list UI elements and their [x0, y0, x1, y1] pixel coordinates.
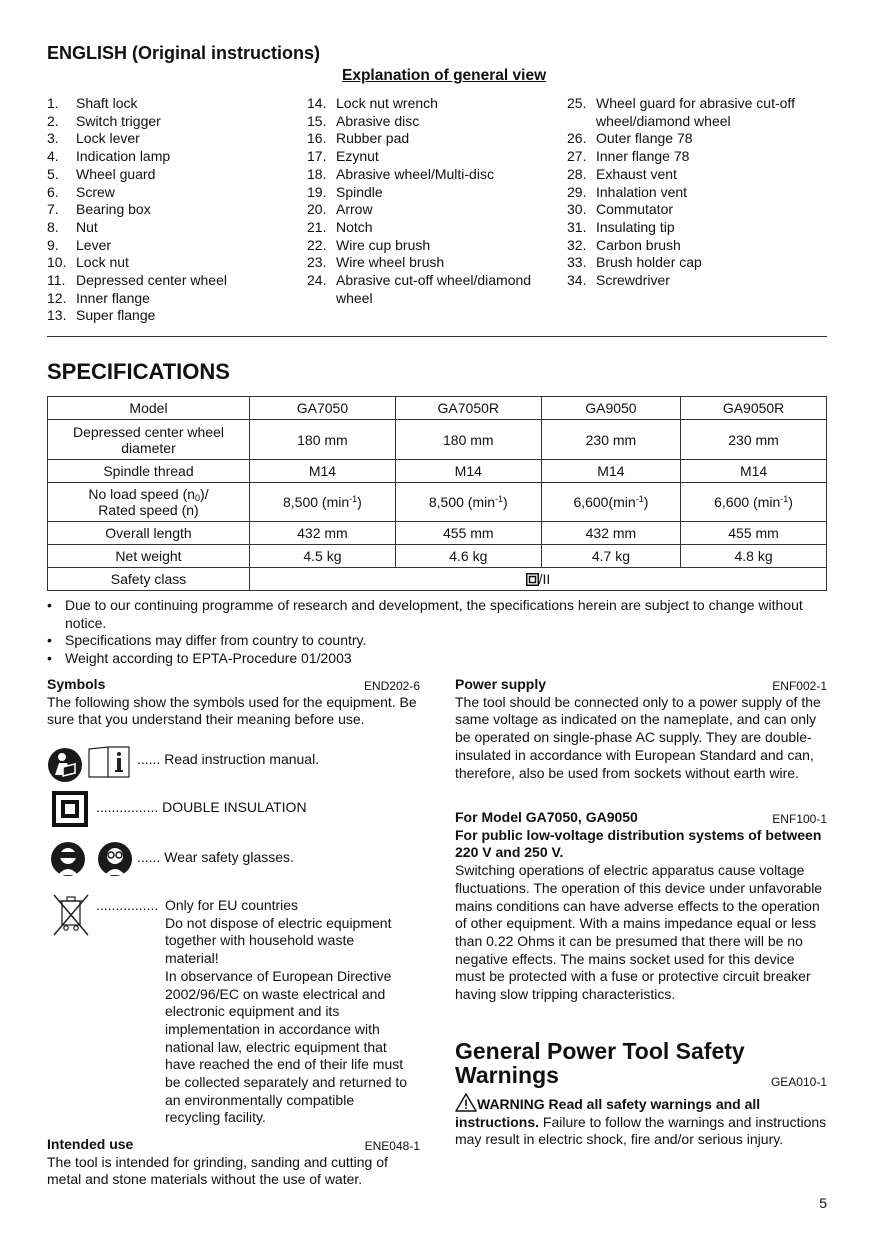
section-code: ENF100-1: [772, 812, 827, 826]
list-item: • Weight according to EPTA-Procedure 01/2003: [47, 650, 827, 668]
general-safety-heading: General Power Tool Safety Warnings GEA010-1: [455, 1039, 827, 1087]
parts-list-col2: [307, 95, 547, 307]
warning-paragraph: WARNING Read all safety warnings and all instructions. Failure to follow the warnings and instructions may result in electric shock, fire and/or serious injury.: [455, 1093, 827, 1149]
table-cell: 230 mm: [681, 420, 827, 460]
section-heading: For Model GA7050, GA9050 ENF100-1: [455, 809, 827, 827]
safety-goggles-icon: [97, 841, 133, 877]
section-divider: [47, 336, 827, 337]
eu-disposal-text: Only for EU countries Do not dispose of electric equipment together with household waste material! In observance of European Directive 2002/96/EC on waste electrical and electronic equipment and its implementation in accordance with national law, electric equipment that have reached the end of their life must be collected separately and returned to an environmentally compatible recycling facility.: [165, 897, 408, 1126]
section-code: ENF002-1: [772, 679, 827, 693]
table-cell: M14: [541, 460, 680, 483]
list-item: 27. Inner flange 78: [567, 148, 690, 165]
table-row: [48, 420, 827, 460]
double-insulation-icon: [52, 791, 88, 827]
eu-dots: ................: [96, 897, 159, 913]
list-item: 12. Inner flange: [47, 289, 150, 306]
list-item: 28. Exhaust vent: [567, 165, 677, 182]
section-heading: Intended use ENE048-1: [47, 1136, 420, 1154]
symbol-double-insulation: [47, 789, 420, 829]
list-item: 20. Arrow: [307, 201, 373, 218]
table-cell: 455 mm: [395, 522, 541, 545]
table-cell: GA9050R: [681, 397, 827, 420]
table-row: [48, 545, 827, 568]
table-cell: 432 mm: [250, 522, 396, 545]
list-item: • Specifications may differ from country to country.: [47, 632, 827, 650]
power-supply-section: [455, 676, 827, 782]
list-item: 15. Abrasive disc: [307, 112, 420, 129]
symbols-section: [47, 676, 420, 729]
symbol-read-manual: [47, 743, 420, 783]
table-cell: M14: [250, 460, 396, 483]
list-item: 30. Commutator: [567, 201, 674, 218]
page-number: 5: [819, 1195, 827, 1212]
intended-use-text: The tool is intended for grinding, sanding and cutting of metal and stone materials without the use of water.: [47, 1153, 388, 1188]
list-item: 4. Indication lamp: [47, 148, 171, 165]
table-row: [48, 460, 827, 483]
list-item: 26. Outer flange 78: [567, 130, 693, 147]
table-cell: Depressed center wheel diameter: [48, 420, 250, 460]
table-cell: Overall length: [48, 522, 250, 545]
parts-list-col1: [47, 95, 302, 325]
safety-glasses-icon: [50, 841, 86, 877]
table-row: [48, 568, 827, 591]
explanation-heading: Explanation of general view: [342, 67, 547, 84]
table-cell: GA7050: [250, 397, 396, 420]
intended-use-section: [47, 1136, 420, 1189]
symbol-safety-glasses: [47, 840, 420, 880]
table-row: [48, 397, 827, 420]
spec-notes: [47, 597, 827, 668]
table-cell: GA9050: [541, 397, 680, 420]
list-item: 23. Wire wheel brush: [307, 254, 445, 271]
table-cell: Model: [48, 397, 250, 420]
table-row: [48, 483, 827, 522]
table-cell: 8,500 $(\min^{-1})$: [250, 483, 396, 522]
general-safety-section: [455, 1039, 827, 1149]
list-item: 34. Screwdriver: [567, 272, 670, 289]
double-insulation-text: ................ DOUBLE INSULATION: [96, 799, 307, 815]
section-heading: Symbols END202-6: [47, 676, 420, 694]
list-item: 17. Ezynut: [307, 148, 379, 165]
symbol-eu-disposal: [47, 889, 420, 1129]
table-cell: 4.7 kg: [541, 545, 680, 568]
safety-glasses-text: ...... Wear safety glasses.: [137, 849, 294, 865]
table-cell: 230 mm: [541, 420, 680, 460]
section-heading: Power supply ENF002-1: [455, 676, 827, 694]
table-cell: 6,600 $(\min^{-1})$: [681, 483, 827, 522]
table-cell: 8,500 $(\min^{-1})$: [395, 483, 541, 522]
table-cell: /II: [250, 568, 827, 591]
manual-info-icon: [87, 745, 131, 779]
section-code: ENE048-1: [364, 1139, 420, 1153]
list-item: 3. Lock lever: [47, 130, 140, 147]
list-item: 24. Abrasive cut-off wheel/diamond wheel: [307, 272, 532, 306]
table-cell: $6,600(\min^{-1})$: [541, 483, 680, 522]
list-item: 29. Inhalation vent: [567, 183, 688, 200]
table-cell: Safety class: [48, 568, 250, 591]
list-item: 18. Abrasive wheel/Multi-disc: [307, 165, 494, 182]
table-cell: 432 mm: [541, 522, 680, 545]
list-item: 21. Notch: [307, 218, 373, 235]
list-item: 2. Switch trigger: [47, 112, 161, 129]
crossed-bin-icon: [51, 893, 91, 937]
table-cell: GA7050R: [395, 397, 541, 420]
table-cell: Spindle thread: [48, 460, 250, 483]
list-item: • Due to our continuing programme of research and development, the specifications herein are subject to change without notice.: [47, 597, 827, 632]
table-row: [48, 522, 827, 545]
list-item: 19. Spindle: [307, 183, 383, 200]
list-item: 16. Rubber pad: [307, 130, 410, 147]
table-cell: M14: [395, 460, 541, 483]
table-cell: 4.5 kg: [250, 545, 396, 568]
list-item: 7. Bearing box: [47, 201, 151, 218]
list-item: 32. Carbon brush: [567, 236, 681, 253]
list-item: 14. Lock nut wrench: [307, 95, 438, 111]
list-item: 1. Shaft lock: [47, 95, 138, 111]
low-voltage-section: [455, 809, 827, 1004]
table-cell: 180 mm: [250, 420, 396, 460]
table-cell: No load speed $(n_0)/$ Rated speed (n): [48, 483, 250, 522]
section-code: END202-6: [363, 679, 420, 693]
double-insulation-icon: [526, 573, 539, 586]
symbols-intro: The following show the symbols used for the equipment. Be sure that you understand their meaning before use.: [47, 693, 417, 728]
section-language-heading: ENGLISH (Original instructions): [47, 43, 321, 63]
table-cell: 4.8 kg: [681, 545, 827, 568]
list-item: 6. Screw: [47, 183, 115, 200]
specifications-heading: SPECIFICATIONS: [47, 359, 230, 384]
list-item: 13. Super flange: [47, 307, 156, 324]
table-cell: 455 mm: [681, 522, 827, 545]
warning-triangle-icon: [455, 1093, 477, 1112]
section-code: GEA010-1: [770, 1075, 827, 1089]
list-item: 10. Lock nut: [47, 254, 129, 271]
list-item: 5. Wheel guard: [47, 165, 156, 182]
low-voltage-subtitle: For public low-voltage distribution systems of between 220 V and 250 V.: [455, 826, 822, 861]
read-manual-text: ...... Read instruction manual.: [137, 751, 320, 767]
table-cell: 4.6 kg: [395, 545, 541, 568]
list-item: 9. Lever: [47, 236, 112, 253]
list-item: 33. Brush holder cap: [567, 254, 702, 271]
list-item: 11. Depressed center wheel: [47, 272, 227, 289]
list-item: 8. Nut: [47, 218, 98, 235]
specifications-table: [47, 396, 827, 591]
table-cell: M14: [681, 460, 827, 483]
list-item: 25. Wheel guard for abrasive cut-off wheel/diamond wheel: [567, 95, 795, 129]
table-cell: 180 mm: [395, 420, 541, 460]
list-item: 22. Wire cup brush: [307, 236, 431, 253]
parts-list-col3: [567, 95, 817, 290]
list-item: 31. Insulating tip: [567, 218, 675, 235]
low-voltage-text: Switching operations of electric apparatus cause voltage fluctuations. The operation of this device under unfavorable mains conditions can have adverse effects to the operation of other equipment. With a mains impedance equal or less than 0.22 Ohms it can be presumed that there will be no negative effects. The mains socket used for this device must be protected with a fuse or protective circuit breaker having slow tripping characteristics.: [455, 862, 823, 1003]
power-supply-text: The tool should be connected only to a power supply of the same voltage as indicated on the nameplate, and can only be operated on single-phase AC supply. They are double-insulated in accordance with European Standard and can, therefore, also be used from sockets without earth wire.: [455, 693, 821, 781]
read-manual-person-icon: [47, 747, 83, 783]
table-cell: Net weight: [48, 545, 250, 568]
